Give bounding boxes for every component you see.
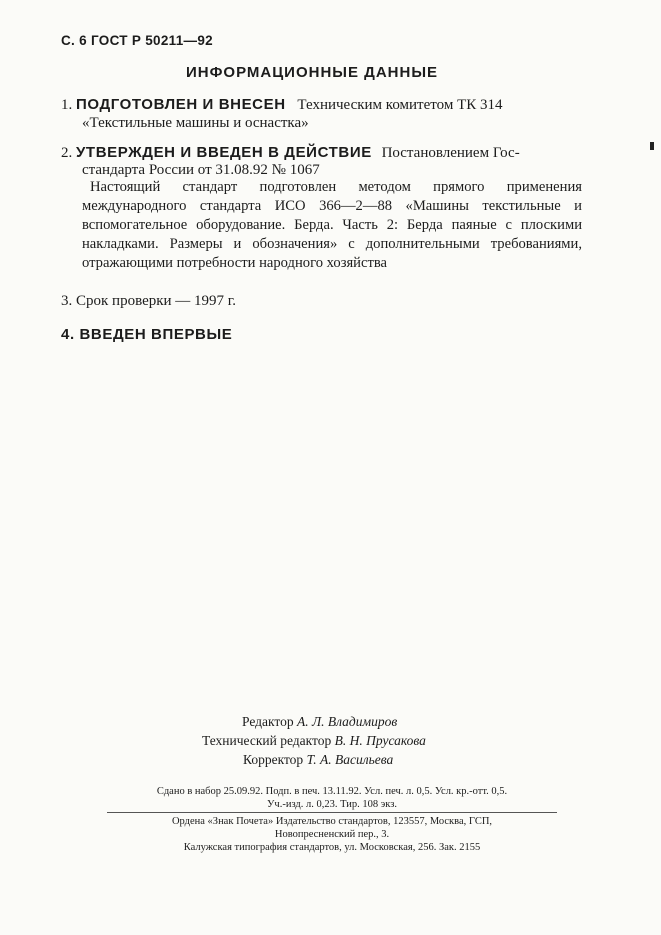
item-1-heading: ПОДГОТОВЛЕН И ВНЕСЕН — [76, 96, 286, 113]
credit-corrector — [243, 752, 393, 768]
imprint-line: Уч.-изд. л. 0,23. Тир. 108 экз. — [266, 799, 397, 810]
standard-paragraph: Настоящий стандарт подготовлен методом прямого применения международного стандарта ИСО 366—2—88 «Машины текстильные и вспомогательное оборудование. Берда. Часть 2: Берда паяные с плоскими накладками. Размеры и обозначения» с дополнительными требованиями, отражающими потребности народного хозяйства — [82, 179, 582, 271]
credit-name: А. Л. Владимиров — [296, 714, 398, 729]
imprint-print-info — [100, 785, 564, 811]
credit-editor — [242, 714, 397, 730]
imprint-line: Сдано в набор 25.09.92. Подп. в печ. 13.11.92. Усл. печ. л. 0,5. Усл. кр.-отт. 0,5. — [156, 786, 508, 797]
margin-mark — [650, 142, 654, 150]
item-1-line2: «Текстильные машины и оснастка» — [82, 115, 309, 131]
imprint-publisher — [100, 815, 564, 854]
credit-role: Редактор — [242, 714, 294, 729]
imprint-line: Ордена «Знак Почета» Издательство стандартов, 123557, Москва, ГСП, — [171, 816, 493, 827]
page-header: С. 6 ГОСТ Р 50211—92 — [61, 33, 213, 48]
item-1-number: 1. — [61, 97, 73, 113]
imprint-divider — [107, 812, 557, 813]
item-1 — [61, 96, 503, 114]
item-1-text: Техническим комитетом ТК 314 — [297, 97, 503, 113]
item-4: 4. ВВЕДЕН ВПЕРВЫЕ — [61, 326, 233, 343]
item-2-line2: стандарта России от 31.08.92 № 1067 — [82, 162, 320, 178]
imprint-line: Калужская типография стандартов, ул. Московская, 256. Зак. 2155 — [183, 842, 481, 853]
credit-role: Технический редактор — [202, 733, 332, 748]
document-title: ИНФОРМАЦИОННЫЕ ДАННЫЕ — [186, 64, 439, 81]
item-2-text: Постановлением Гос- — [381, 145, 520, 161]
imprint-line: Новопресненский пер., 3. — [274, 829, 390, 840]
credit-name: Т. А. Васильева — [306, 752, 394, 767]
credit-tech-editor — [202, 733, 426, 749]
credit-role: Корректор — [243, 752, 304, 767]
item-3: 3. Срок проверки — 1997 г. — [61, 293, 236, 309]
item-2 — [61, 144, 520, 162]
credit-name: В. Н. Прусакова — [334, 733, 426, 748]
item-2-heading: УТВЕРЖДЕН И ВВЕДЕН В ДЕЙСТВИЕ — [76, 144, 372, 161]
item-2-number: 2. — [61, 145, 73, 161]
